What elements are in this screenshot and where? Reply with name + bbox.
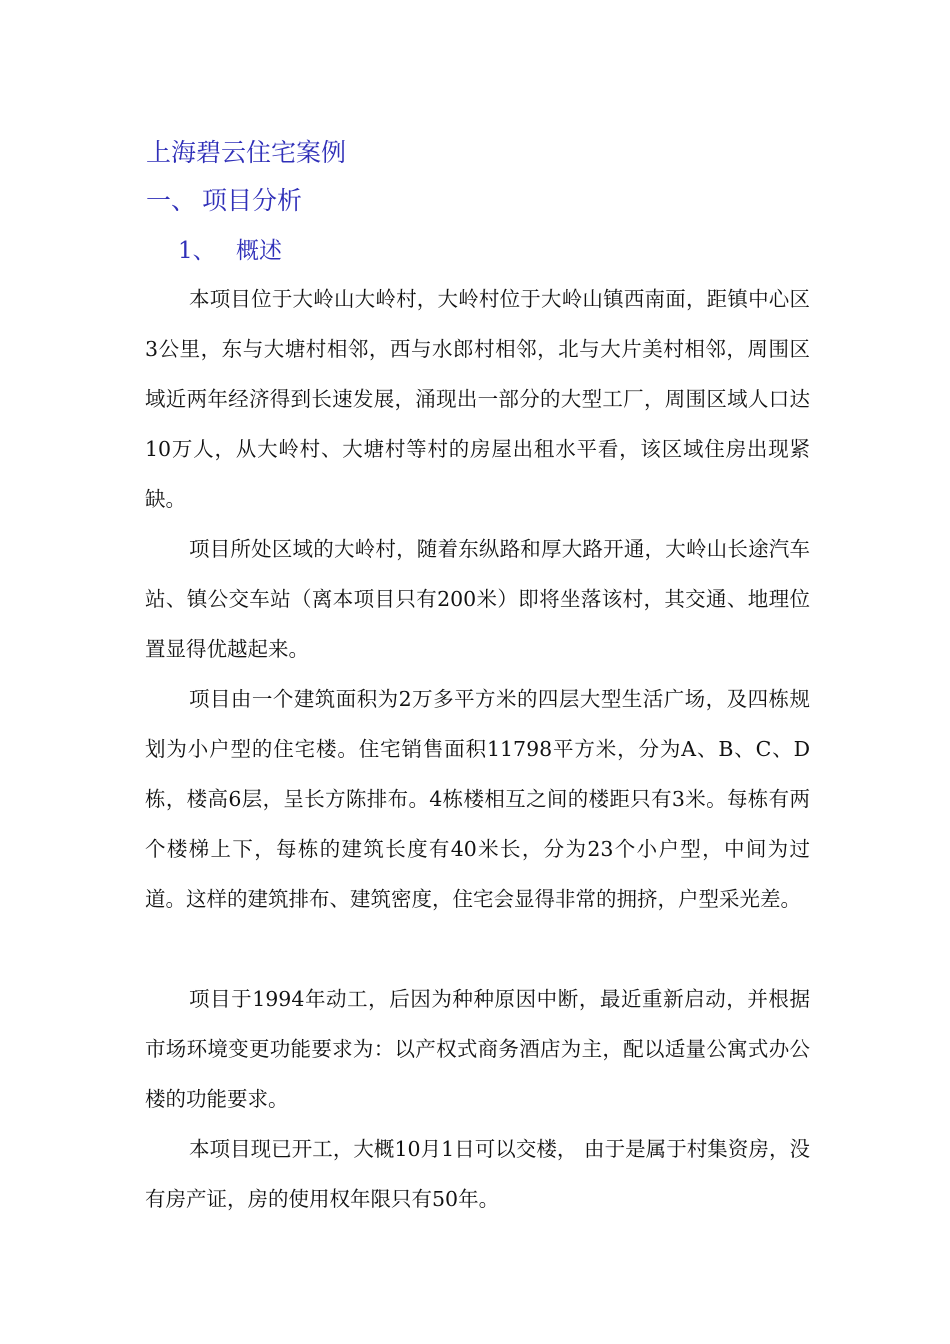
subsection-label: 概述: [236, 238, 282, 264]
body-paragraph: 项目由一个建筑面积为2万多平方米的四层大型生活广场，及四栋规划为小户型的住宅楼。住宅销售面积11798平方米，分为A、B、C、D栋，楼高6层，呈长方陈排布。4栋楼相互之间的楼距只有3米。每栋有两个楼梯上下，每栋的建筑长度有40米长，分为23个小户型，中间为过道。这样的建筑排布、建筑密度，住宅会显得非常的拥挤，户型采光差。: [145, 687, 810, 911]
document-title: 上海碧云住宅案例: [146, 138, 347, 167]
section-heading: [146, 181, 302, 221]
body-paragraph: 项目所处区域的大岭村，随着东纵路和厚大路开通，大岭山长途汽车站、镇公交车站（离本项目只有200米）即将坐落该村，其交通、地理位置显得优越起来。: [145, 537, 810, 661]
section-number: 一、: [146, 186, 197, 215]
subsection-heading: [178, 231, 282, 271]
subsection-number: 1、: [178, 238, 216, 264]
body-paragraph: 项目于1994年动工，后因为种种原因中断，最近重新启动，并根据市场环境变更功能要求为：以产权式商务酒店为主，配以适量公寓式办公楼的功能要求。: [145, 987, 810, 1111]
section-label: 项目分析: [202, 186, 303, 215]
body-paragraph: 本项目现已开工，大概10月1日可以交楼， 由于是属于村集资房，没有房产证，房的使用权年限只有50年。: [145, 1137, 810, 1211]
body-paragraph: 本项目位于大岭山大岭村，大岭村位于大岭山镇西南面，距镇中心区3公里，东与大塘村相邻，西与水郎村相邻，北与大片美村相邻，周围区域近两年经济得到长速发展，涌现出一部分的大型工厂，周围区域人口达10万人，从大岭村、大塘村等村的房屋出租水平看，该区域住房出现紧缺。: [145, 287, 810, 511]
